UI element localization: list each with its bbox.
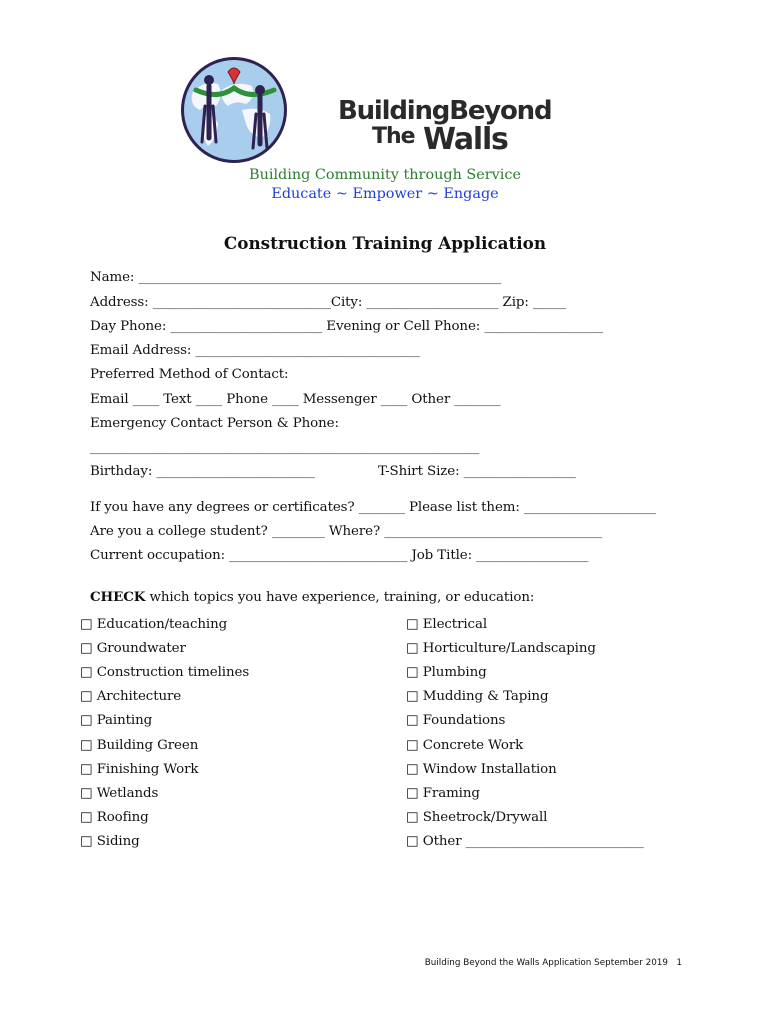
- contact-options-field[interactable]: Email ____ Text ____ Phone ____ Messenger ____ Other _______: [90, 392, 501, 407]
- emergency-contact-field[interactable]: ___________________________________________________________: [90, 440, 480, 455]
- topic-checkbox[interactable]: □ Plumbing: [406, 665, 487, 680]
- tshirt-size-field[interactable]: T-Shirt Size: _________________: [378, 464, 576, 479]
- degrees-field[interactable]: If you have any degrees or certificates? _______ Please list them: ____________________: [90, 500, 656, 515]
- organization-logo: [178, 54, 290, 166]
- topic-checkbox[interactable]: □ Sheetrock/Drywall: [406, 810, 548, 825]
- email-field[interactable]: Email Address: __________________________________: [90, 343, 420, 358]
- motto: Educate ~ Empower ~ Engage: [271, 186, 499, 202]
- tagline: Building Community through Service: [249, 167, 521, 183]
- check-bold-label: CHECK: [90, 589, 146, 605]
- topic-checkbox[interactable]: □ Finishing Work: [80, 762, 199, 777]
- birthday-field[interactable]: Birthday: ________________________: [90, 464, 315, 479]
- footer-text: Building Beyond the Walls Application September 2019: [424, 958, 668, 968]
- contact-method-label: Preferred Method of Contact:: [90, 367, 289, 382]
- topic-checkbox-other[interactable]: □ Other ___________________________: [406, 834, 644, 849]
- topic-checkbox[interactable]: □ Roofing: [80, 810, 149, 825]
- check-instructions: [90, 589, 534, 605]
- globe-logo-icon: [178, 54, 290, 166]
- form-title: Construction Training Application: [223, 233, 547, 253]
- name-field[interactable]: Name: _______________________________________________________: [90, 270, 502, 285]
- topic-checkbox[interactable]: □ Groundwater: [80, 641, 186, 656]
- brand-line-2: The: [372, 124, 415, 149]
- topic-checkbox[interactable]: □ Electrical: [406, 617, 488, 632]
- topic-checkbox[interactable]: □ Horticulture/Landscaping: [406, 641, 596, 656]
- emergency-contact-label: Emergency Contact Person & Phone:: [90, 416, 339, 431]
- occupation-field[interactable]: Current occupation: ___________________________ Job Title: _________________: [90, 548, 589, 563]
- phone-field[interactable]: Day Phone: _______________________ Evening or Cell Phone: __________________: [90, 319, 604, 334]
- brand-wordmark: [338, 96, 552, 166]
- page-footer: [425, 958, 682, 968]
- topic-checkbox[interactable]: □ Foundations: [406, 713, 506, 728]
- topic-checkbox[interactable]: □ Building Green: [80, 738, 199, 753]
- topic-checkbox[interactable]: □ Painting: [80, 713, 153, 728]
- address-field[interactable]: Address: ___________________________City: ____________________ Zip: _____: [90, 295, 566, 310]
- topic-checkbox[interactable]: □ Framing: [406, 786, 480, 801]
- topic-checkbox[interactable]: □ Concrete Work: [406, 738, 524, 753]
- topic-checkbox[interactable]: □ Wetlands: [80, 786, 159, 801]
- topic-checkbox[interactable]: □ Window Installation: [406, 762, 557, 777]
- topic-checkbox[interactable]: □ Siding: [80, 834, 140, 849]
- brand-line-3: Walls: [423, 122, 508, 157]
- topic-checkbox[interactable]: □ Construction timelines: [80, 665, 250, 680]
- brand-line-1: BuildingBeyond: [338, 96, 552, 126]
- topic-checkbox[interactable]: □ Mudding & Taping: [406, 689, 549, 704]
- page-number: 1: [676, 958, 682, 968]
- topic-checkbox[interactable]: □ Education/teaching: [80, 617, 228, 632]
- topic-checkbox[interactable]: □ Architecture: [80, 689, 182, 704]
- college-field[interactable]: Are you a college student? ________ Where? _________________________________: [90, 524, 602, 539]
- check-instructions-text: which topics you have experience, training, or education:: [145, 590, 535, 605]
